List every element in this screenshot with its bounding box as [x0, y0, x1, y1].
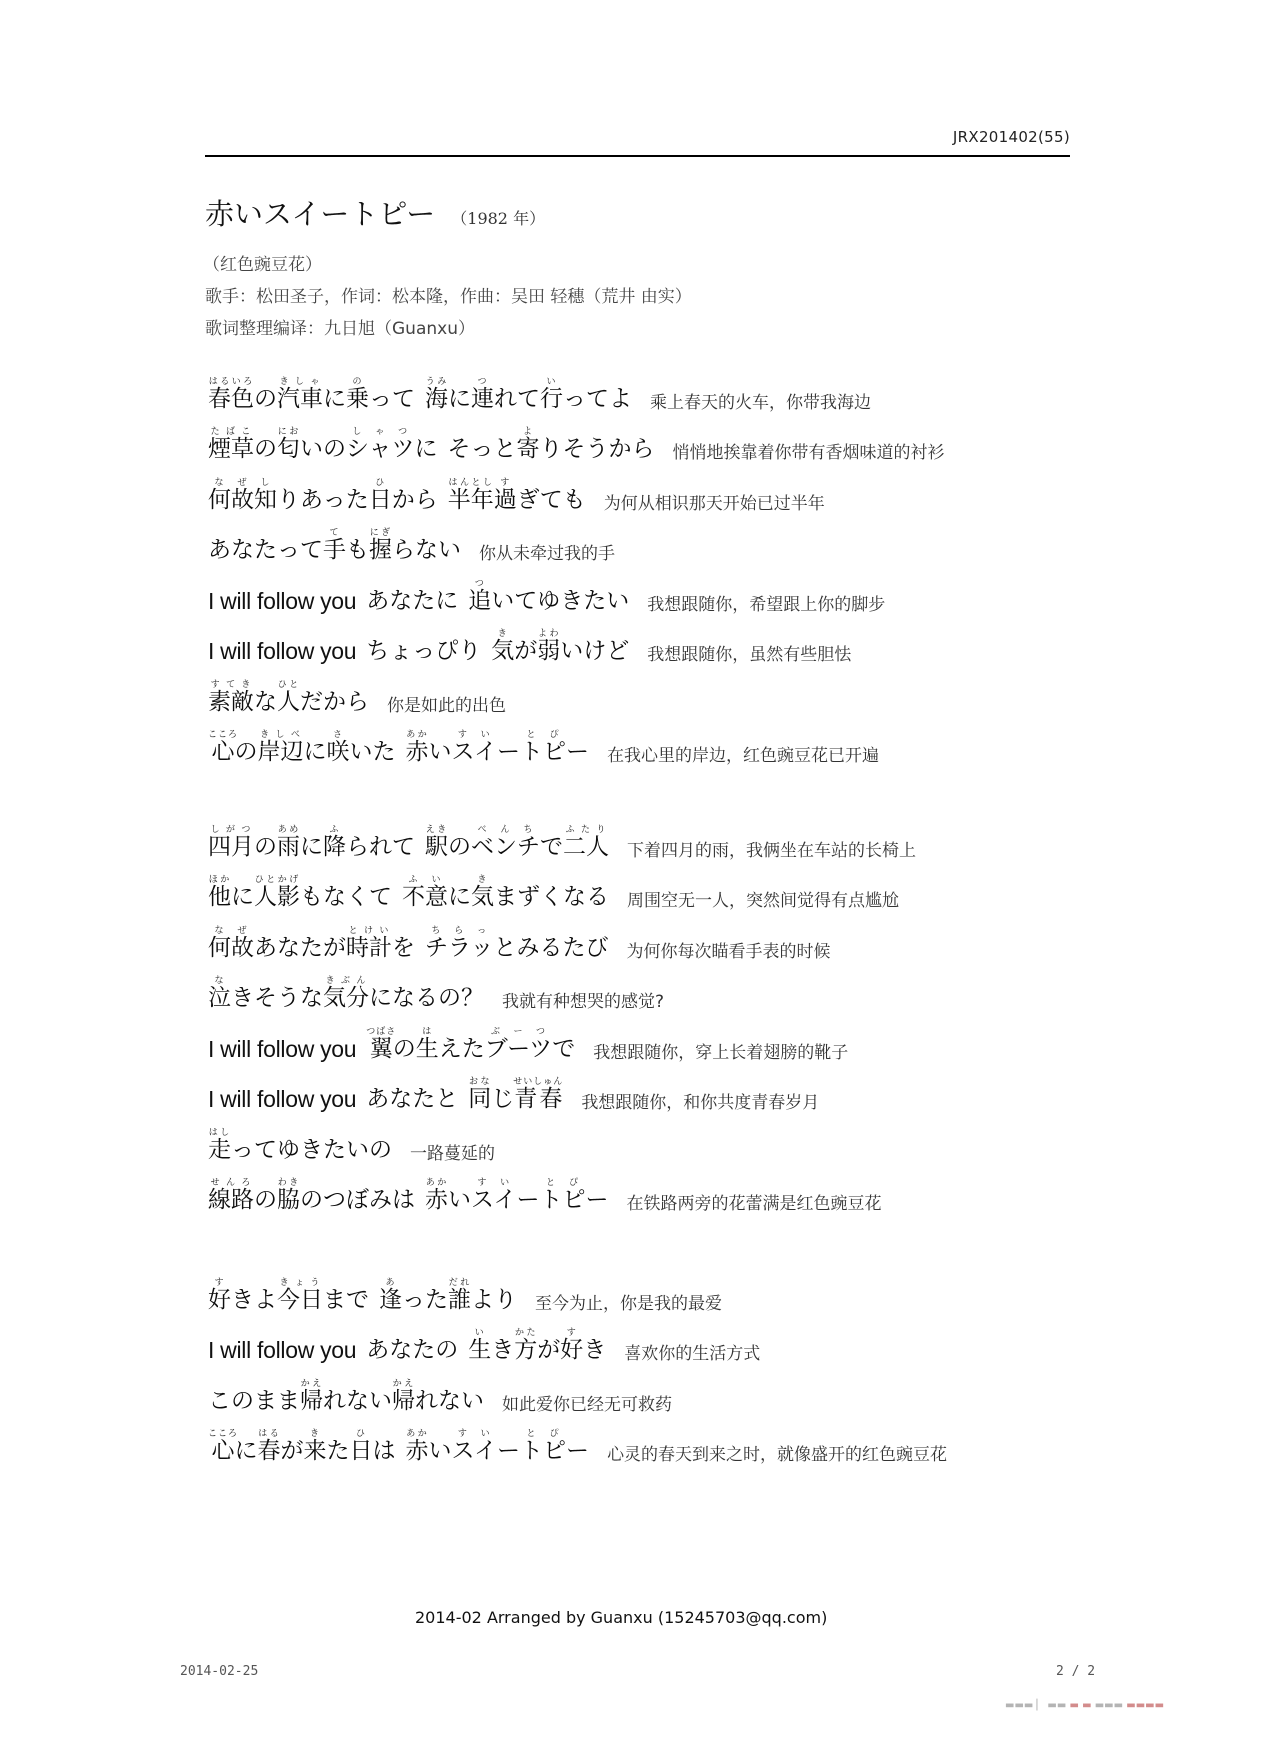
furigana-word: 岸辺きしべ	[257, 730, 304, 765]
furigana-word: 何故なぜ	[208, 925, 254, 961]
lyric-line	[208, 615, 1108, 666]
lyric-line	[208, 1164, 1108, 1215]
chinese-translation: 我想跟随你，和你共度青春岁月	[581, 1093, 820, 1113]
english-refrain: I will follow you	[208, 1086, 357, 1112]
furigana-word: 気き	[491, 629, 515, 664]
song-year: （1982 年）	[451, 209, 546, 228]
japanese-lyric: 線路せんろの脇わきのつぼみは 赤あかいスイすいートピとぴー	[208, 1178, 609, 1213]
chinese-translation: 我想跟随你，虽然有些胆怯	[647, 645, 852, 665]
lyric-line	[208, 861, 1108, 912]
furigana-word: 二人ふたり	[563, 824, 609, 860]
header-rule	[205, 155, 1070, 157]
furigana-word: 青春せいしゅん	[513, 1077, 564, 1112]
furigana-word: 半年はんとし	[447, 477, 494, 513]
furigana-word: 好す	[208, 1277, 231, 1313]
chinese-translation: 我想跟随你，穿上长着翅膀的靴子	[593, 1042, 849, 1063]
chinese-translation: 你是如此的出色	[387, 695, 506, 716]
furigana-word: 匂にお	[277, 427, 300, 462]
page-number: 2 / 2	[1056, 1664, 1096, 1679]
japanese-lyric: あなたに 追ついてゆきたい	[366, 578, 630, 614]
furigana-word: 知し	[254, 477, 277, 513]
furigana-word: 人影ひとかげ	[254, 875, 300, 910]
furigana-word: シャツしゃつ	[346, 427, 415, 462]
lyric-line	[208, 1364, 1108, 1415]
furigana-word: トピとぴ	[520, 730, 567, 765]
japanese-lyric: 何故なぜ知しりあった日ひから 半年はんとし過すぎても	[208, 477, 586, 513]
furigana-word: 連つ	[471, 376, 494, 412]
furigana-word: 駅えき	[425, 824, 448, 860]
furigana-word: 同おな	[468, 1077, 492, 1112]
chinese-translation: 你从未牵过我的手	[479, 544, 615, 564]
japanese-lyric: このまま帰かえれない帰かえれない	[208, 1378, 484, 1414]
furigana-word: 寄よ	[516, 427, 540, 462]
chinese-translation: 为何从相识那天开始已过半年	[603, 493, 825, 514]
furigana-word: 降ふ	[323, 824, 346, 860]
lyric-line	[208, 1012, 1108, 1063]
japanese-lyric: 走はしってゆきたいの	[208, 1127, 392, 1163]
footer-date: 2014-02-25	[180, 1664, 259, 1679]
japanese-lyric: 好すきよ今日きょうまで 逢あった誰だれより	[208, 1277, 517, 1313]
furigana-word: 誰だれ	[448, 1277, 471, 1313]
chinese-translation: 周围空无一人，突然间觉得有点尴尬	[627, 891, 899, 911]
furigana-word: 不意ふい	[402, 875, 448, 910]
furigana-word: 今日きょう	[277, 1277, 323, 1313]
furigana-word: 泣な	[208, 976, 231, 1011]
furigana-word: 逢あ	[379, 1277, 402, 1313]
furigana-word: 赤あか	[405, 1429, 429, 1464]
furigana-word: 脇わき	[277, 1178, 300, 1213]
furigana-word: 春色はるいろ	[208, 376, 254, 412]
chinese-translation: 在铁路两旁的花蕾满是红色豌豆花	[626, 1194, 882, 1214]
furigana-word: 雨あめ	[277, 824, 300, 860]
furigana-word: 生は	[415, 1026, 439, 1062]
english-refrain: I will follow you	[208, 1035, 357, 1062]
furigana-word: 汽車きしゃ	[277, 376, 323, 412]
japanese-lyric: 泣なきそうな気分きぶんになるの？	[208, 976, 484, 1011]
furigana-word: 翼つばさ	[366, 1026, 397, 1062]
song-credits: 歌手：松田圣子，作词：松本隆，作曲：吴田 轻穗（荒井 由实）	[205, 287, 692, 307]
furigana-word: 海うみ	[425, 376, 448, 412]
title-row	[205, 192, 545, 233]
furigana-word: 気き	[471, 875, 494, 910]
lyric-line	[208, 1263, 1108, 1314]
chinese-translation: 下着四月的雨，我俩坐在车站的长椅上	[627, 840, 916, 861]
furigana-word: 心こころ	[208, 1429, 239, 1464]
furigana-word: 好す	[560, 1328, 584, 1363]
english-refrain: I will follow you	[208, 587, 357, 614]
japanese-lyric: 素敵すてきな人ひとだから	[208, 679, 369, 715]
furigana-word: 握にぎ	[369, 528, 392, 563]
japanese-lyric: 四月しがつの雨あめに降ふられて 駅えきのベンチべんちで二人ふたり	[208, 824, 609, 860]
furigana-word: 帰かえ	[392, 1378, 415, 1414]
lyric-line	[208, 810, 1108, 861]
furigana-word: チラッちらっ	[425, 925, 494, 961]
furigana-word: 赤あか	[425, 1178, 448, 1213]
furigana-word: 時計とけい	[346, 925, 392, 961]
furigana-word: 気分きぶん	[323, 976, 369, 1011]
furigana-word: 春はる	[257, 1429, 281, 1464]
furigana-word: 過す	[493, 477, 517, 513]
furigana-word: 手て	[323, 528, 346, 563]
lyric-line	[208, 1063, 1108, 1114]
japanese-lyric: 翼つばさの生はえたブーツぶーつで	[366, 1026, 576, 1062]
document-code: JRX201402(55)	[952, 128, 1070, 146]
japanese-lyric: 煙草たばこの匂においのシャツしゃつに そっと寄よりそうから	[208, 427, 655, 462]
verse-3	[208, 1263, 1108, 1465]
lyric-line	[208, 962, 1108, 1013]
lyric-line	[208, 413, 1108, 464]
furigana-word: ブーツぶーつ	[484, 1026, 553, 1062]
footer-credit: 2014-02 Arranged by Guanxu (15245703@qq.com)	[415, 1608, 828, 1627]
verse-2	[208, 810, 1108, 1214]
japanese-lyric: 春色はるいろの汽車きしゃに乗のって 海うみに連つれて行いってよ	[208, 376, 632, 412]
lyric-line	[208, 1113, 1108, 1164]
furigana-word: 素敵すてき	[208, 679, 254, 715]
furigana-word: 追つ	[468, 578, 492, 614]
furigana-word: 何故なぜ	[208, 477, 254, 513]
furigana-word: 乗の	[346, 376, 369, 412]
furigana-word: 他ほか	[208, 875, 231, 910]
lyric-line	[208, 665, 1108, 716]
japanese-lyric: 心こころの岸辺きしべに咲さいた 赤あかいスイすいートピとぴー	[208, 730, 590, 765]
lyric-line	[208, 911, 1108, 962]
song-arranger: 歌词整理编译：九日旭（Guanxu）	[205, 319, 475, 339]
chinese-translation: 如此爱你已经无可救药	[502, 1394, 672, 1415]
furigana-word: 帰かえ	[300, 1378, 323, 1414]
furigana-word: 四月しがつ	[208, 824, 254, 860]
chinese-translation: 心灵的春天到来之时，就像盛开的红色豌豆花	[607, 1445, 948, 1465]
furigana-word: 行い	[540, 376, 563, 412]
furigana-word: 弱よわ	[537, 629, 561, 664]
japanese-lyric: あなたと 同おなじ青春せいしゅん	[366, 1077, 564, 1112]
furigana-word: 来き	[303, 1429, 327, 1464]
lyric-line	[208, 514, 1108, 565]
furigana-word: 人ひと	[277, 679, 300, 715]
furigana-word: 方かた	[514, 1328, 538, 1363]
song-subtitle: （红色豌豆花）	[203, 255, 322, 275]
japanese-lyric: 心こころに春はるが来きた日ひは 赤あかいスイすいートピとぴー	[208, 1429, 590, 1464]
chinese-translation: 喜欢你的生活方式	[624, 1344, 761, 1364]
lyric-line	[208, 716, 1108, 767]
furigana-word: 心こころ	[208, 730, 239, 765]
lyric-line	[208, 1415, 1108, 1466]
furigana-word: 線路せんろ	[208, 1178, 254, 1213]
furigana-word: スイすい	[471, 1178, 517, 1213]
furigana-word: 日ひ	[368, 477, 392, 513]
lyric-line	[208, 564, 1108, 615]
lyric-line	[208, 362, 1108, 413]
chinese-translation: 我想跟随你，希望跟上你的脚步	[647, 594, 886, 615]
japanese-lyric: 何故なぜあなたが時計とけいを チラッちらっとみるたび	[208, 925, 609, 961]
site-watermark: ▬▬▬ ▏ ▬▬ ▬ ▬ ▬▬▬ ▬▬▬▬	[1005, 1700, 1165, 1711]
furigana-word: 生い	[468, 1328, 492, 1363]
furigana-word: 煙草たばこ	[208, 427, 254, 462]
furigana-word: 走はし	[208, 1127, 231, 1163]
furigana-word: 咲さ	[326, 730, 350, 765]
japanese-lyric: ちょっぴり 気きが弱よわいけど	[366, 629, 630, 664]
lyric-line	[208, 463, 1108, 514]
chinese-translation: 乘上春天的火车，你带我海边	[650, 392, 871, 413]
english-refrain: I will follow you	[208, 1337, 357, 1363]
chinese-translation: 一路蔓延的	[410, 1143, 495, 1164]
furigana-word: ベンチべんち	[471, 824, 540, 860]
furigana-word: スイすい	[451, 730, 498, 765]
furigana-word: スイすい	[451, 1429, 498, 1464]
chinese-translation: 悄悄地挨靠着你带有香烟味道的衬衫	[672, 443, 945, 463]
lyric-line	[208, 1314, 1108, 1365]
furigana-word: 赤あか	[405, 730, 429, 765]
furigana-word: トピとぴ	[539, 1178, 586, 1213]
chinese-translation: 我就有种想哭的感觉?	[502, 992, 665, 1012]
furigana-word: トピとぴ	[520, 1429, 567, 1464]
japanese-lyric: 他ほかに人影ひとかげもなくて 不意ふいに気きまずくなる	[208, 875, 609, 910]
chinese-translation: 至今为止，你是我的最爱	[535, 1293, 722, 1314]
japanese-lyric: あなたって手ても握にぎらない	[208, 528, 461, 563]
furigana-word: 日ひ	[349, 1429, 373, 1464]
chinese-translation: 为何你每次瞄看手表的时候	[626, 941, 831, 962]
song-title: 赤いスイートピー	[205, 197, 436, 231]
verse-1	[208, 362, 1108, 766]
japanese-lyric: あなたの 生いき方かたが好すき	[366, 1328, 607, 1363]
chinese-translation: 在我心里的岸边，红色豌豆花已开遍	[607, 746, 880, 766]
english-refrain: I will follow you	[208, 638, 357, 664]
